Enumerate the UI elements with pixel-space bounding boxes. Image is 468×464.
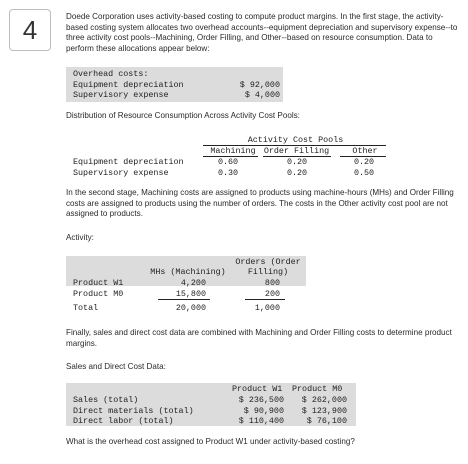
activity-mhs-cell: 4,200 (180, 278, 206, 288)
distribution-cell: 0.20 (286, 168, 308, 178)
distribution-cell: 0.50 (353, 168, 375, 178)
sales-cell: $ 110,400 (238, 416, 284, 426)
mhs-total-rule (158, 299, 210, 300)
overhead-row-label: Supervisory expense (73, 90, 169, 100)
sales-cell: $ 236,500 (238, 395, 284, 405)
distribution-cell: 0.30 (217, 168, 239, 178)
sales-cell: $ 123,900 (301, 406, 347, 416)
question-number: 4 (22, 14, 38, 45)
sales-label: Sales and Direct Cost Data: (66, 362, 166, 371)
sales-cell: $ 90,900 (243, 406, 284, 416)
activity-total-mhs: 20,000 (175, 303, 206, 313)
activity-label: Activity: (66, 233, 94, 242)
column-header-machining: Machining (210, 146, 256, 156)
final-paragraph: Finally, sales and direct cost data are combined with Machining and Order Filling costs to determine product margins. (66, 328, 452, 348)
intro-paragraph: Doede Corporation uses activity-based costing to compute product margins. In the first stage, the activity-based costing system allocates two overhead accounts--equipment depreciation and supervisory expense--to three activity cost pools--Machining, Order Filling, and Other--based on resource consumption. Data to perform these allocations appear below: (66, 12, 458, 53)
second-stage-paragraph: In the second stage, Machining costs are assigned to products using machine-hours (MHs) and Order Filling costs are assigned to products using the number of orders. The costs in the Other activity cost pool are not assigned to products. (66, 188, 454, 218)
mhs-header: MHs (Machining) (150, 267, 226, 277)
overhead-row-value: $ 4,000 (244, 90, 280, 100)
column-header-order-filling: Order Filling (263, 146, 330, 156)
orders-header-line1: Orders (Order (235, 257, 301, 267)
activity-total-orders: 1,000 (254, 303, 280, 313)
activity-mhs-cell: 15,800 (175, 289, 206, 299)
distribution-cell: 0.20 (353, 157, 375, 167)
activity-orders-cell: 800 (264, 278, 280, 288)
orders-total-rule (245, 299, 285, 300)
sales-cell: $ 76,100 (306, 416, 347, 426)
sales-column-header: Product W1 (232, 384, 283, 394)
activity-cost-pools-header: Activity Cost Pools (247, 135, 344, 145)
question-text: What is the overhead cost assigned to Product W1 under activity-based costing? (66, 437, 355, 446)
sales-row-label: Direct materials (total) (73, 406, 194, 416)
sales-column-header: Product M0 (292, 384, 343, 394)
distribution-title: Distribution of Resource Consumption Across Activity Cost Pools: (66, 111, 300, 120)
overhead-row-value: $ 92,000 (239, 80, 280, 90)
orders-header-line2: Filling) (247, 267, 289, 277)
activity-total-label: Total (73, 303, 99, 313)
sales-row-label: Sales (total) (73, 395, 139, 405)
overhead-heading: Overhead costs: (73, 69, 149, 79)
activity-orders-cell: 200 (264, 289, 280, 299)
distribution-cell: 0.20 (286, 157, 308, 167)
distribution-row-label: Supervisory expense (73, 168, 169, 178)
question-number-box (9, 9, 51, 51)
overhead-row-label: Equipment depreciation (73, 80, 184, 90)
sales-cell: $ 262,000 (301, 395, 347, 405)
activity-row-label: Product M0 (73, 289, 124, 299)
sales-row-label: Direct labor (total) (73, 416, 174, 426)
column-header-other: Other (352, 146, 378, 156)
distribution-cell: 0.60 (217, 157, 239, 167)
activity-row-label: Product W1 (73, 278, 124, 288)
distribution-row-label: Equipment depreciation (73, 157, 184, 167)
